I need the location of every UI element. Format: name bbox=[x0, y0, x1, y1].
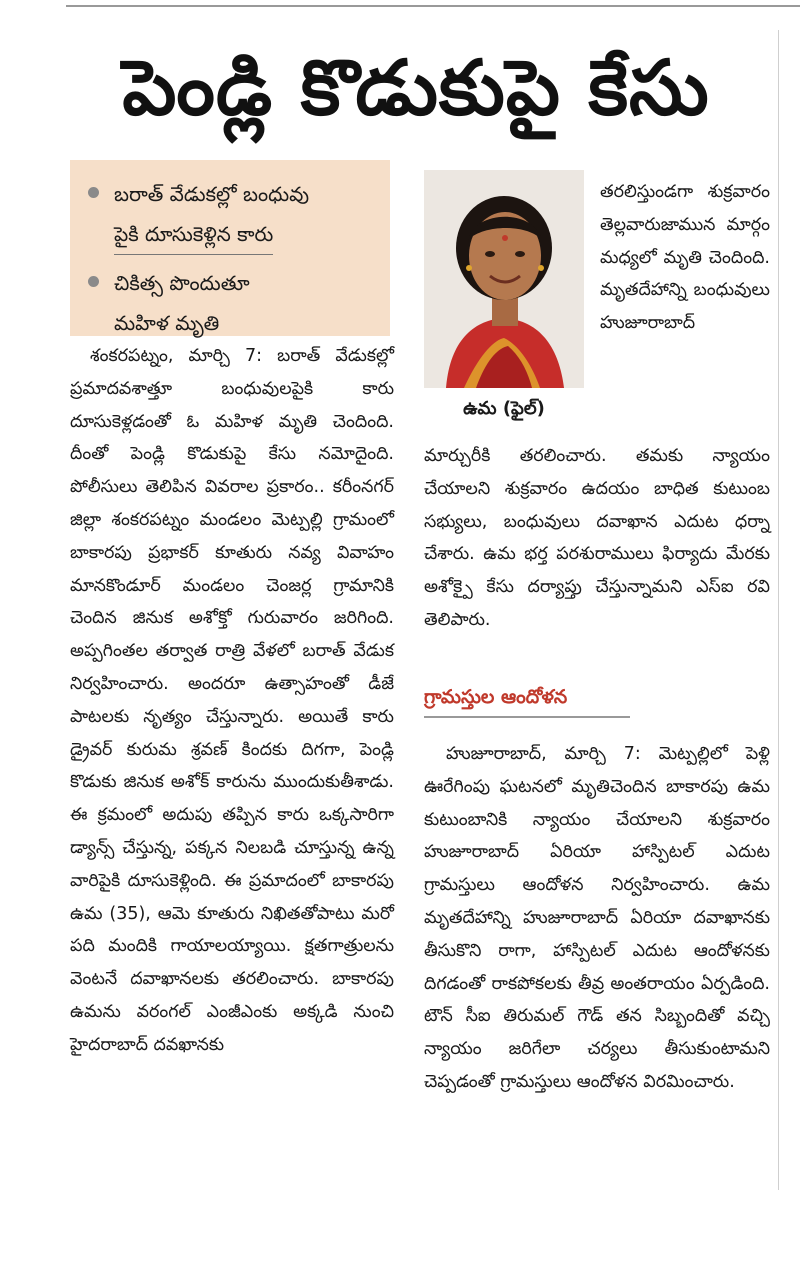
article-right-bottom bbox=[424, 738, 770, 1099]
dateline: శంకరపట్నం, మార్చి 7: bbox=[90, 346, 262, 366]
article-left-column bbox=[70, 340, 394, 1200]
column-rule bbox=[778, 30, 779, 1190]
photo-caption: ఉమ (ఫైల్) bbox=[463, 398, 545, 419]
highlight-line: పైకి దూసుకెళ్లిన కారు bbox=[114, 214, 273, 255]
article-right-top bbox=[600, 176, 770, 340]
dateline: హుజూరాబాద్, మార్చి 7: bbox=[446, 744, 641, 764]
article-body: తరలిస్తుండగా శుక్రవారం తెల్లవారుజామున మార్గం మధ్యలో మృతి చెందింది. మృతదేహాన్ని బంధువులు హుజూరాబాద్ bbox=[600, 182, 770, 334]
bullet-icon bbox=[88, 187, 99, 198]
highlights-box bbox=[70, 160, 390, 336]
subheading: గ్రామస్తుల ఆందోళన bbox=[424, 680, 630, 718]
article-body: మార్చురీకి తరలించారు. తమకు న్యాయం చేయాలని శుక్రవారం ఉదయం బాధిత కుటుంబ సభ్యులు, బంధువులు దవాఖాన ఎదుట ధర్నా చేశారు. ఉమ భర్త పరశురాములు ఫిర్యాదు మేరకు అశోక్పై కేసు దర్యాప్తు చేస్తున్నామని ఎస్ఐ రవి తెలిపారు. bbox=[424, 446, 770, 630]
article-body: మెట్పల్లిలో పెళ్లి ఊరేగింపు ఘటనలో మృతిచెందిన బాకారపు ఉమ కుటుంబానికి న్యాయం చేయాలని శుక్రవారం హుజూరాబాద్ ఏరియా హాస్పిటల్ ఎదుట గ్రామస్తులు ఆందోళన నిర్వహించారు. ఉమ మృతదేహాన్ని హుజూరాబాద్ ఏరియా దవాఖానకు తీసుకొని రాగా, హాస్పిటల్ ఎదుట ఆందోళనకు దిగడంతో రాకపోకలకు తీవ్ర అంతరాయం ఏర్పడింది. టౌన్ సీఐ తిరుమల్ గౌడ్ తన సిబ్బందితో వచ్చి న్యాయం జరిగేలా చర్యలు తీసుకుంటామని చెప్పడంతో గ్రామస్తులు ఆందోళన విరమించారు. bbox=[424, 744, 770, 1092]
bullet-icon bbox=[88, 276, 99, 287]
highlight-line: బరాత్ వేడుకల్లో బంధువు bbox=[114, 182, 310, 206]
portrait-image bbox=[424, 170, 584, 388]
article-body: బరాత్ వేడుకల్లో ప్రమాదవశాత్తూ బంధువులపైకి కారు దూసుకెళ్లడంతో ఓ మహిళ మృతి చెందింది. దీంతో పెండ్లి కొడుకుపై కేసు నమోదైంది. పోలీసులు తెలిపిన వివరాల ప్రకారం.. కరీంనగర్ జిల్లా శంకరపట్నం మండలం మెట్పల్లి గ్రామంలో బాకారపు ప్రభాకర్ కూతురు నవ్య వివాహం మానకొండూర్ మండలం చెంజర్ల గ్రామానికి చెందిన జినుక అశోక్తో గురువారం జరిగింది. అప్పగింతల తర్వాత రాత్రి వేళలో బరాత్ వేడుక నిర్వహించారు. అందరూ ఉత్సాహంతో డీజే పాటలకు నృత్యం చేస్తున్నారు. అయితే కారు డ్రైవర్ కురుమ శ్రవణ్ కిందకు దిగగా, పెండ్లి కొడుకు జినుక అశోక్ కారును ముందుకుతీశాడు. ఈ క్రమంలో అదుపు తప్పిన కారు ఒక్కసారిగా డ్యాన్స్ చేస్తున్న, పక్కన నిలబడి చూస్తున్న ఉన్న వారిపైకి దూసుకెళ్లింది. ఈ ప్రమాదంలో బాకారపు ఉమ (35), ఆమె కూతురు నిఖితతోపాటు మరో పది మందికి గాయాలయ్యాయి. క్షతగాత్రులను వెంటనే దవాఖానలకు తరలించారు. బాకారపు ఉమను వరంగల్ ఎంజీఎంకు అక్కడి నుంచి హైదరాబాద్ దవఖానకు bbox=[70, 346, 394, 1055]
headline: పెండ్లి కొడుకుపై కేసు bbox=[122, 43, 710, 132]
highlight-item bbox=[88, 174, 374, 255]
highlight-line: మహిళ మృతి bbox=[114, 311, 220, 335]
highlight-item bbox=[88, 263, 374, 343]
top-rule bbox=[66, 5, 800, 7]
highlight-line: చికిత్స పొందుతూ bbox=[114, 271, 250, 295]
article-right-middle bbox=[424, 440, 770, 637]
portrait-photo bbox=[424, 170, 584, 388]
